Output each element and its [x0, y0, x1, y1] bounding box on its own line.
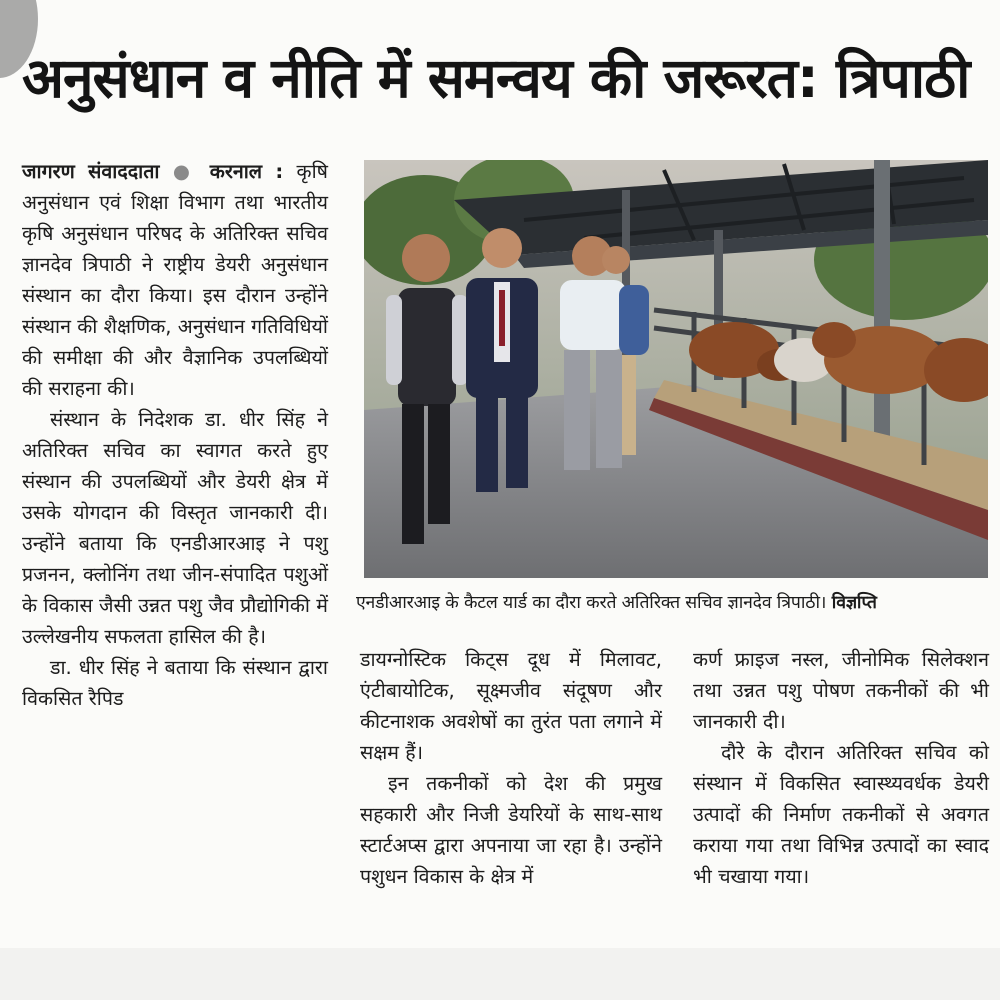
left-column — [22, 156, 328, 714]
right-para-1: कर्ण फ्राइज नस्ल, जीनोमिक सिलेक्शन तथा उन्नत पशु पोषण तकनीकों की भी जानकारी दी। — [693, 648, 989, 733]
left-para-2: संस्थान के निदेशक डा. धीर सिंह ने अतिरिक्त सचिव का स्वागत करते हुए संस्थान की उपलब्धियों और डेयरी क्षेत्र में उसके योगदान की विस्तृत जानकारी दी। उन्होंने बताया कि एनडीआरआइ ने पशु प्रजनन, क्लोनिंग तथा जीन-संपादित पशुओं के विकास जैसी उन्नत पशु जैव प्रौद्योगिकी में उल्लेखनीय सफलता हासिल की है। — [22, 408, 328, 648]
news-photo — [364, 160, 988, 578]
right-column — [693, 644, 989, 892]
middle-column — [360, 644, 662, 892]
middle-para-1: डायग्नोस्टिक किट्स दूध में मिलावट, एंटीबायोटिक, सूक्ष्मजीव संदूषण और कीटनाशक अवशेषों का तुरंत पता लगाने में सक्षम हैं। — [360, 648, 662, 764]
headline: अनुसंधान व नीति में समन्वय की जरूरत: त्रिपाठी — [22, 46, 970, 110]
middle-para-2: इन तकनीकों को देश की प्रमुख सहकारी और निजी डेयरियों के साथ-साथ स्टार्टअप्स द्वारा अपनाया जा रहा है। उन्होंने पशुधन विकास के क्षेत्र में — [360, 772, 662, 888]
byline — [22, 160, 297, 183]
right-para-2: दौरे के दौरान अतिरिक्त सचिव को संस्थान में विकसित स्वास्थ्यवर्धक डेयरी उत्पादों की निर्माण तकनीकों से अवगत कराया गया तथा विभिन्न उत्पादों का स्वाद भी चखाया गया। — [693, 741, 989, 888]
page-bottom-band — [0, 948, 1000, 1000]
byline-place: करनाल : — [209, 160, 284, 183]
photo-caption-text: एनडीआरआइ के कैटल यार्ड का दौरा करते अतिरिक्त सचिव ज्ञानदेव त्रिपाठी। — [356, 593, 827, 613]
photo-credit: विज्ञप्ति — [831, 593, 877, 613]
left-para-3: डा. धीर सिंह ने बताया कि संस्थान द्वारा विकसित रैपिड — [22, 656, 328, 710]
left-para-1 — [22, 156, 328, 404]
photo-caption — [356, 588, 992, 618]
byline-separator: ● — [172, 160, 197, 183]
byline-reporter: जागरण संवाददाता — [22, 160, 160, 183]
left-para-1-text: कृषि अनुसंधान एवं शिक्षा विभाग तथा भारतीय कृषि अनुसंधान परिषद के अतिरिक्त सचिव ज्ञानदेव त्रिपाठी ने राष्ट्रीय डेयरी अनुसंधान संस्थान का दौरा किया। इस दौरान उन्होंने संस्थान की शैक्षणिक, अनुसंधान गतिविधियों की समीक्षा की और वैज्ञानिक उपलब्धियों की सराहना की। — [22, 160, 328, 400]
